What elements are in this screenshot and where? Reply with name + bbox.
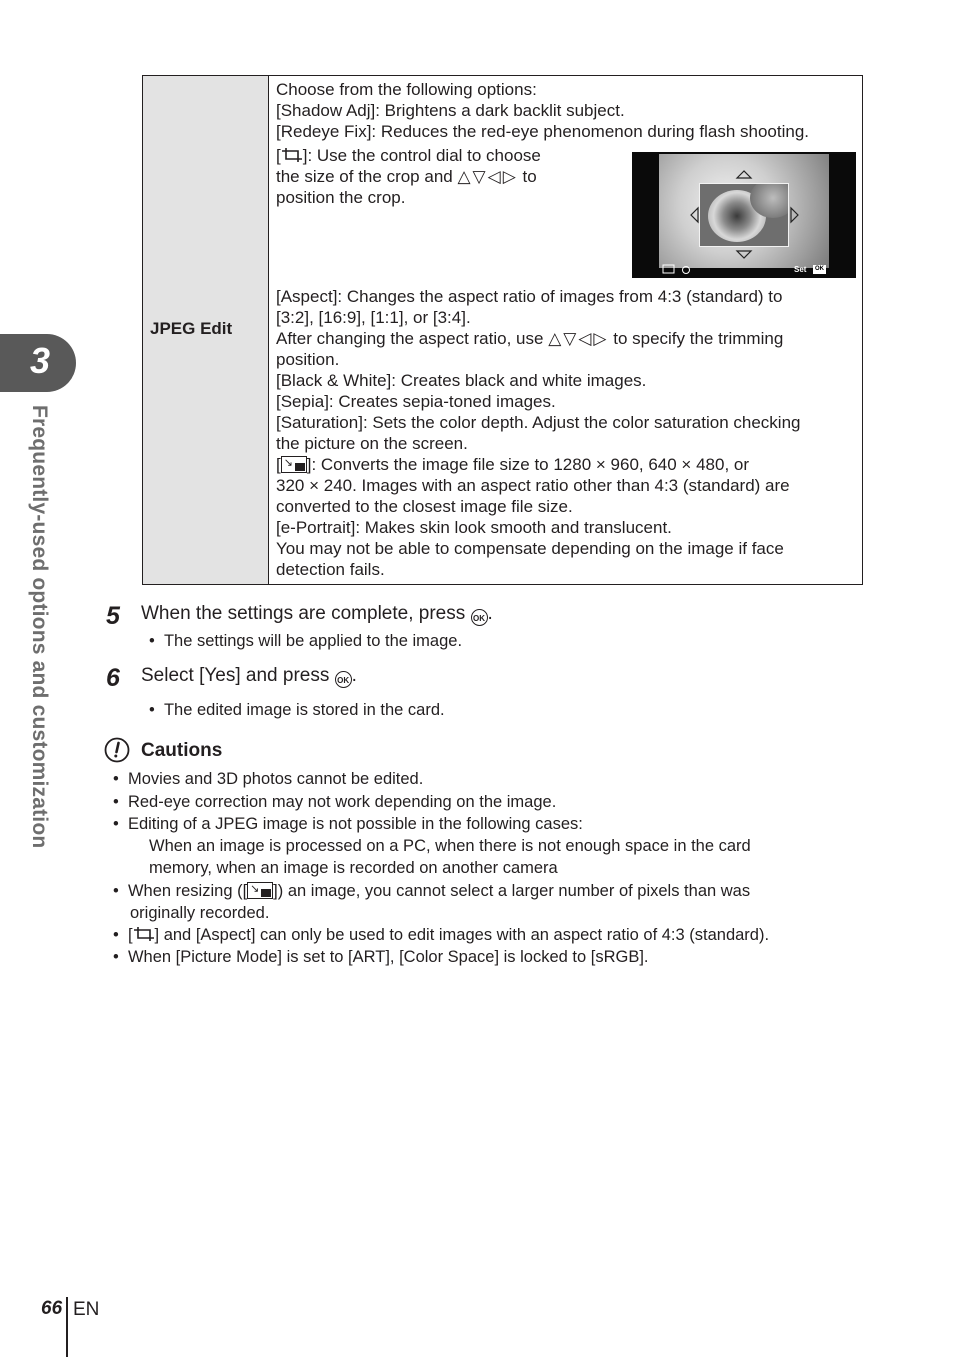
crop-arrows-icon bbox=[632, 152, 856, 278]
option-line: 320 × 240. Images with an aspect ratio other than 4:3 (standard) are bbox=[276, 476, 790, 495]
caution-subline: When an image is processed on a PC, when there is not enough space in the card bbox=[149, 837, 751, 855]
resize-icon: ↘ bbox=[247, 882, 273, 899]
after-change-line: After changing the aspect ratio, use △▽◁▷ to specify the trimming bbox=[276, 329, 784, 348]
chapter-tab bbox=[0, 334, 76, 392]
step-text: Select [Yes] and press OK . bbox=[141, 665, 357, 686]
step-bullet: • The settings will be applied to the image. bbox=[149, 632, 463, 650]
intro-line: Choose from the following options: bbox=[276, 80, 537, 99]
caution-icon bbox=[104, 737, 130, 763]
option-line: [Black & White]: Creates black and white images. bbox=[276, 371, 647, 390]
step-number: 5 bbox=[106, 602, 120, 630]
arrow-keys-icon: △▽◁▷ bbox=[457, 167, 518, 186]
caution-item: • Red-eye correction may not work depending on the image. bbox=[113, 793, 557, 811]
step-text: When the settings are complete, press OK . bbox=[141, 603, 493, 624]
resize-icon: ↘ bbox=[281, 456, 307, 473]
cautions-title: Cautions bbox=[141, 740, 223, 761]
caution-item: • Editing of a JPEG image is not possible in the following cases: bbox=[113, 815, 583, 833]
resize-line: [ ↘ ]: Converts the image file size to 1280 × 960, 640 × 480, or bbox=[276, 455, 750, 474]
step-bullet: • The edited image is stored in the card. bbox=[149, 701, 445, 719]
page-number: 66 bbox=[41, 1298, 63, 1319]
crop-icon bbox=[133, 926, 155, 942]
option-line: the picture on the screen. bbox=[276, 434, 468, 453]
crop-icon bbox=[281, 147, 303, 163]
aspect-line: [3:2], [16:9], [1:1], or [3:4]. bbox=[276, 308, 471, 327]
chapter-number: 3 bbox=[30, 340, 51, 381]
footer-divider bbox=[66, 1297, 68, 1357]
caution-item: • [ ] and [Aspect] can only be used to edit images with an aspect ratio of 4:3 (standard). bbox=[113, 926, 770, 944]
ok-button-icon: OK bbox=[335, 671, 352, 688]
option-line: [Saturation]: Sets the color depth. Adjust the color saturation checking bbox=[276, 413, 801, 432]
option-line: detection fails. bbox=[276, 560, 385, 579]
set-label: Set bbox=[794, 265, 807, 274]
option-line: You may not be able to compensate depending on the image if face bbox=[276, 539, 784, 558]
table-label-cell bbox=[143, 76, 269, 584]
caution-item: • When resizing ([ ↘ ]) an image, you cannot select a larger number of pixels than was bbox=[113, 882, 751, 900]
screen-status-bar bbox=[632, 264, 856, 278]
camera-screen-image bbox=[632, 152, 856, 278]
intro-line: [Shadow Adj]: Brightens a dark backlit subject. bbox=[276, 101, 625, 120]
option-line: converted to the closest image file size. bbox=[276, 497, 573, 516]
caution-subline: memory, when an image is recorded on another camera bbox=[149, 859, 558, 877]
chapter-title: Frequently-used options and customization bbox=[28, 405, 51, 849]
aspect-line: [Aspect]: Changes the aspect ratio of images from 4:3 (standard) to bbox=[276, 287, 783, 306]
crop-line-3: position the crop. bbox=[276, 188, 406, 207]
language-label: EN bbox=[73, 1299, 100, 1320]
intro-line: [Redeye Fix]: Reduces the red-eye phenomenon during flash shooting. bbox=[276, 122, 809, 141]
option-line: [e-Portrait]: Makes skin look smooth and translucent. bbox=[276, 518, 672, 537]
ok-button-icon: OK bbox=[471, 609, 488, 626]
ok-badge: OK bbox=[815, 266, 824, 272]
table-label: JPEG Edit bbox=[150, 319, 233, 338]
caution-item: • When [Picture Mode] is set to [ART], [Color Space] is locked to [sRGB]. bbox=[113, 948, 649, 966]
crop-line-1: [ ]: Use the control dial to choose bbox=[276, 146, 541, 165]
arrow-keys-icon: △▽◁▷ bbox=[548, 329, 609, 348]
step-number: 6 bbox=[106, 664, 120, 692]
crop-line-2: the size of the crop and △▽◁▷ to bbox=[276, 167, 537, 186]
caution-subline: originally recorded. bbox=[130, 904, 270, 922]
caution-item: • Movies and 3D photos cannot be edited. bbox=[113, 770, 424, 788]
option-line: [Sepia]: Creates sepia-toned images. bbox=[276, 392, 556, 411]
option-line: position. bbox=[276, 350, 340, 369]
